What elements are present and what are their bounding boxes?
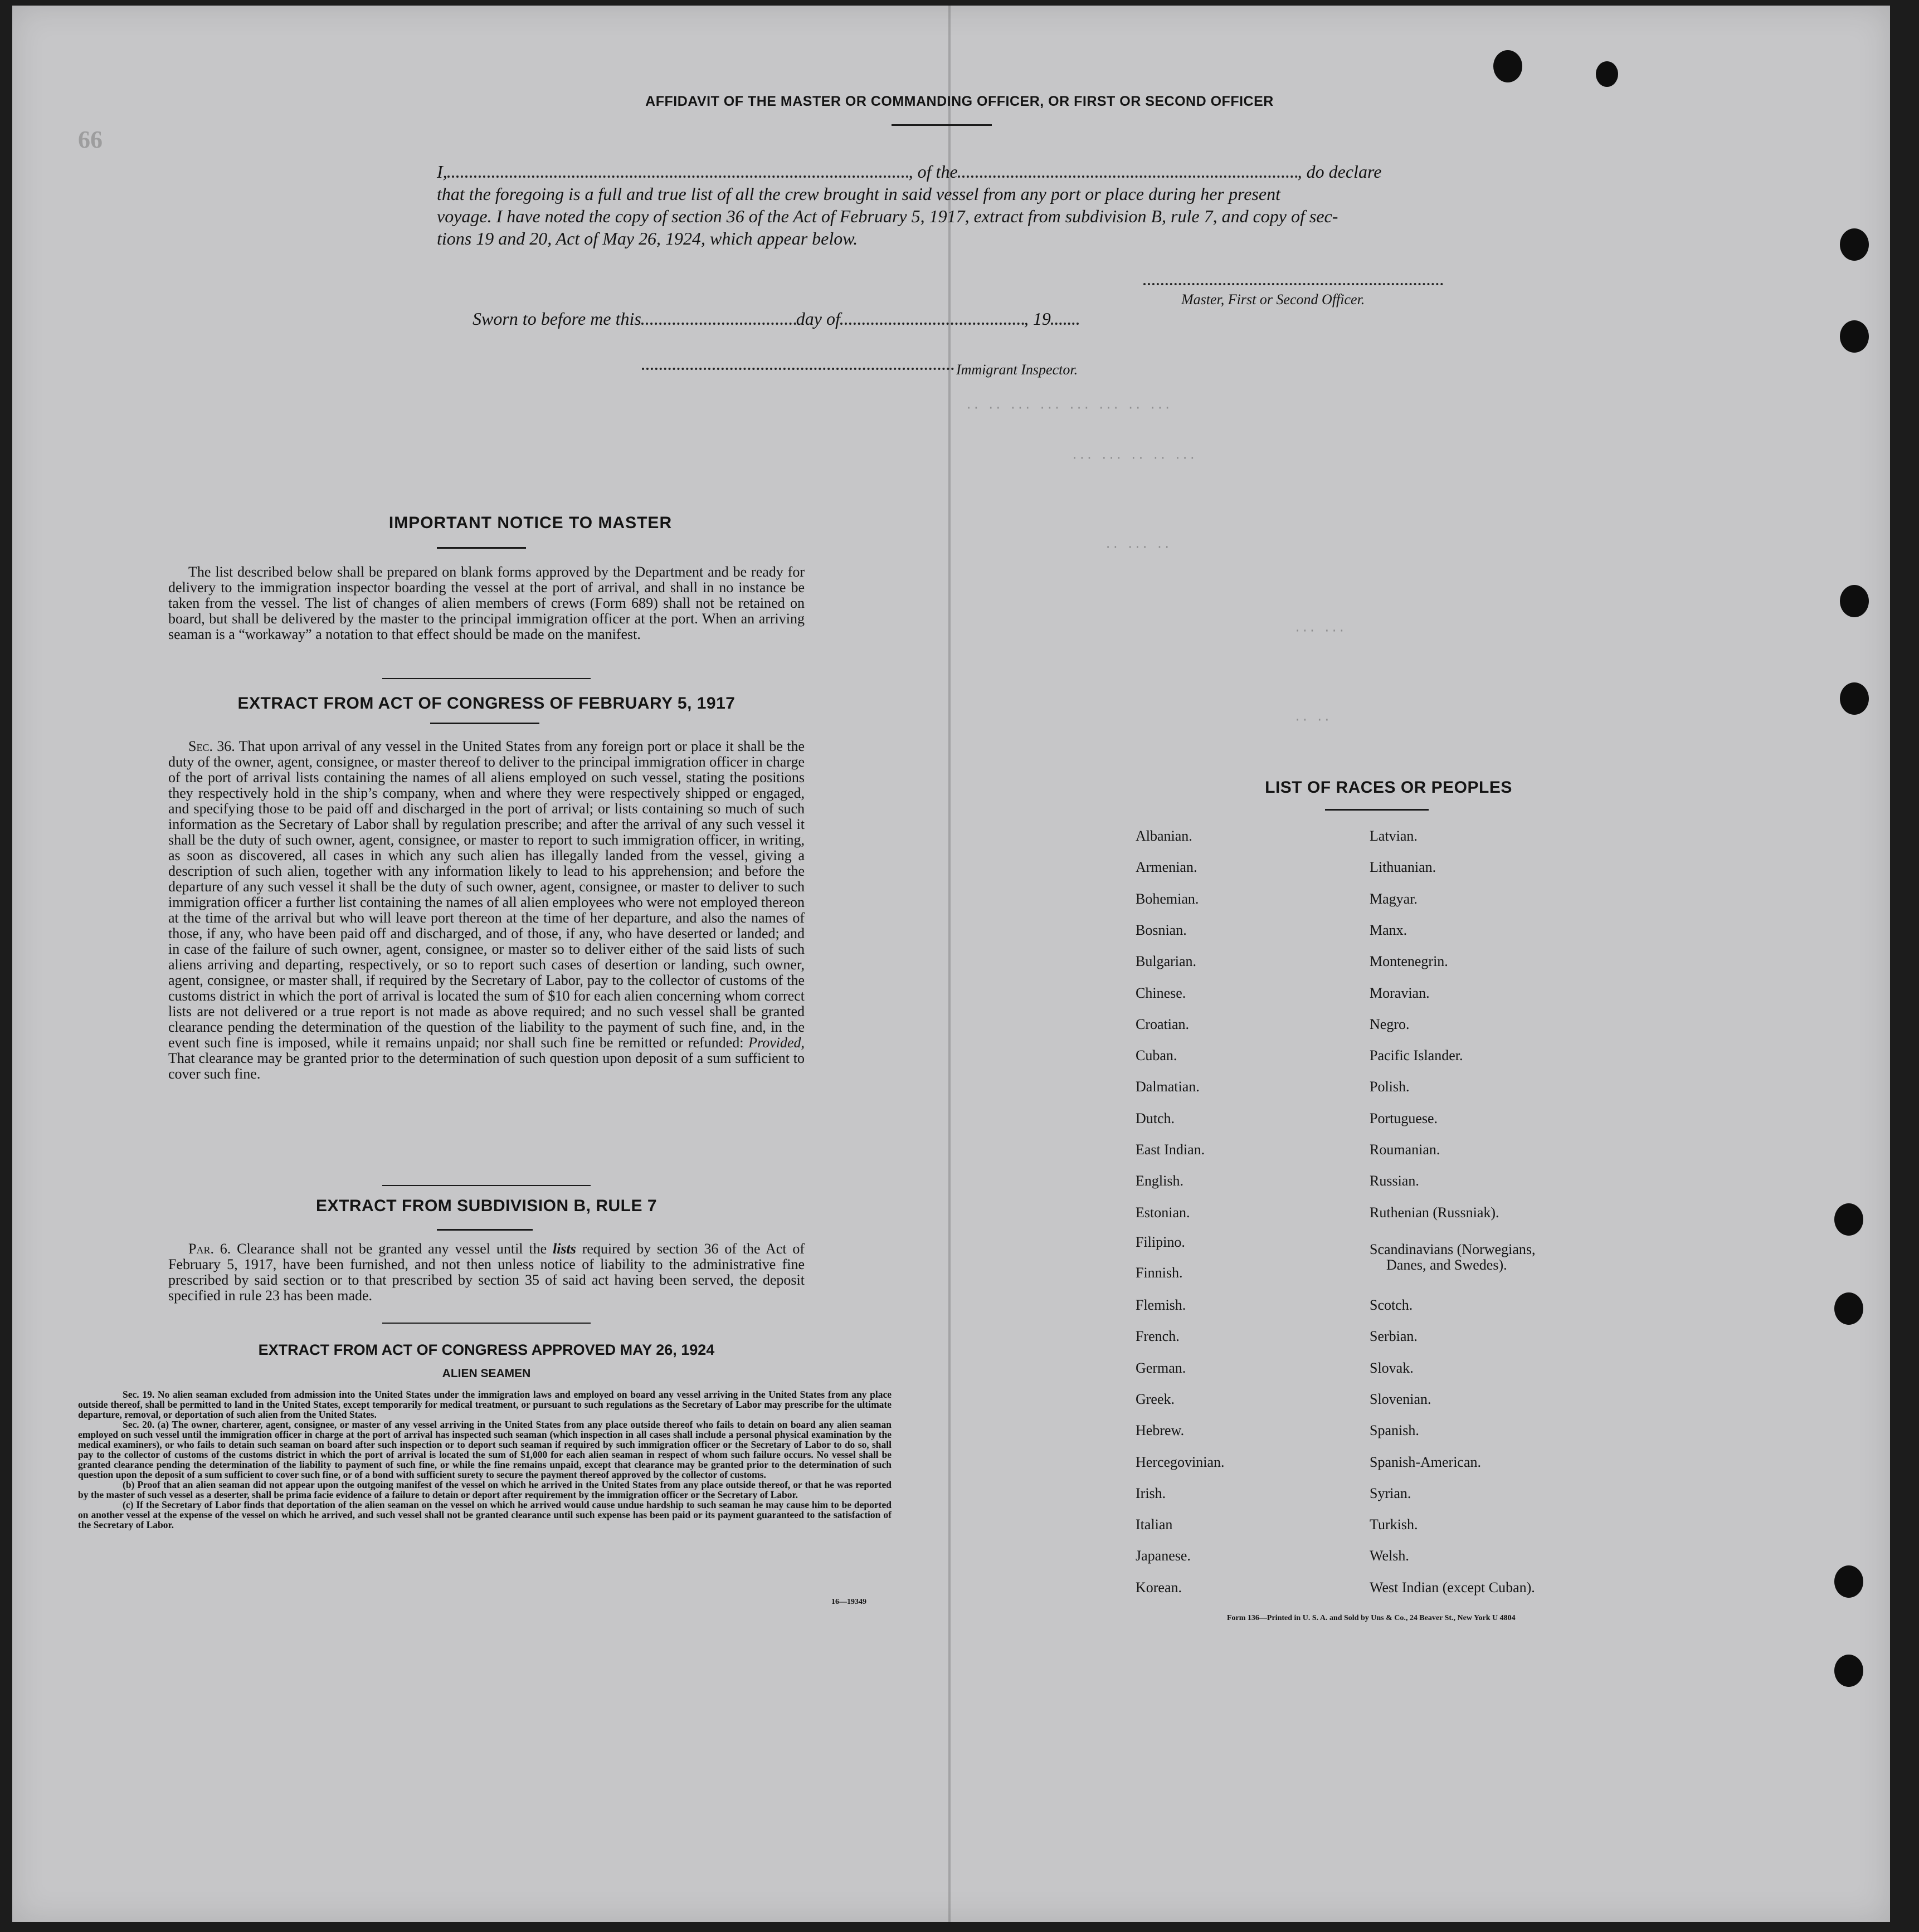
race-item: Croatian. <box>1136 1016 1190 1032</box>
race-item: Spanish. <box>1370 1422 1419 1439</box>
race-item: Filipino. <box>1136 1234 1185 1250</box>
race-item: East Indian. <box>1136 1141 1205 1158</box>
fold-line <box>948 6 951 1922</box>
race-item: Bohemian. <box>1136 890 1199 907</box>
affidavit-line2: that the foregoing is a full and true list of all the crew brought in said vessel from any port or place during her present <box>437 184 1280 204</box>
sworn-line <box>473 308 1079 330</box>
sec-20c-text: (c) If the Secretary of Labor finds that deportation of the alien seaman on the vessel on which he arrived would cause undue hardship to such seaman he may cause him to be deported on another vessel at the expense of the vessel on which he arrived, and such vessel shall not be granted clearance until such expense has been paid or its payment guaranteed to the satisfaction of the Secretary of Labor. <box>78 1499 892 1530</box>
affidavit-line4: tions 19 and 20, Act of May 26, 1924, which appear below. <box>437 228 858 248</box>
affidavit-title: AFFIDAVIT OF THE MASTER OR COMMANDING OFFICER, OR FIRST OR SECOND OFFICER <box>645 94 1274 109</box>
punch-hole <box>1834 1292 1863 1325</box>
punch-hole <box>1834 1203 1863 1236</box>
bleed-through-mark: ·· ··· ·· <box>1104 540 1171 554</box>
day-blank <box>641 317 796 325</box>
race-item: Greek. <box>1136 1391 1175 1407</box>
races-title: LIST OF RACES OR PEOPLES <box>1265 778 1512 797</box>
race-item: Dalmatian. <box>1136 1079 1200 1095</box>
race-item: Welsh. <box>1370 1548 1409 1564</box>
race-item: Montenegrin. <box>1370 953 1448 970</box>
extract-1917-title: EXTRACT FROM ACT OF CONGRESS OF FEBRUARY 5, 1917 <box>237 694 736 713</box>
race-item: Irish. <box>1136 1485 1166 1501</box>
vessel-blank <box>958 170 1298 178</box>
extract-1924-text <box>78 1389 892 1530</box>
margin-mark: 66 <box>78 126 103 153</box>
day-of-label: day of <box>796 309 840 329</box>
year-blank <box>1051 317 1079 325</box>
bleed-through-mark: ··· ··· ·· ·· ··· <box>1071 451 1196 465</box>
name-blank <box>447 170 909 178</box>
bleed-through-mark: ··· ··· <box>1294 624 1346 638</box>
bleed-through-mark: ·· ·· ··· ··· ··· ··· ·· ··· <box>965 401 1171 415</box>
extract-1917-rule <box>430 723 539 724</box>
section-rule <box>382 1185 591 1186</box>
affidavit-body <box>437 160 1475 250</box>
race-item: Japanese. <box>1136 1548 1191 1564</box>
race-item: French. <box>1136 1328 1180 1345</box>
race-item: Armenian. <box>1136 859 1197 876</box>
race-item: Magyar. <box>1370 890 1418 907</box>
race-item: Scotch. <box>1370 1297 1413 1313</box>
rule7-text <box>168 1241 805 1304</box>
race-item: Albanian. <box>1136 828 1192 844</box>
race-item: Dutch. <box>1136 1110 1175 1126</box>
sec-20a-text: Sec. 20. (a) The owner, charterer, agent, consignee, or master of any vessel arriving in the United States from any place outside thereof who fails to detain on board any alien seaman employed on such vessel until the immigration officer in charge at the port of arrival has inspected such seaman (which inspection in all cases shall include a personal physical examination by the medical examiners), or who fails to detain such seaman on board after such inspection or to deport such seaman if required by such immigration officer or the Secretary of Labor to do so, shall pay to the collector of customs of the customs district in which the port of arrival is located the sum of $1,000 for each alien seaman in respect of whom such failure occurs. No vessel shall be granted clearance pending the determination of the liability to payment of such fine, or while the fine remains unpaid, except that clearance may be granted prior to the determination of such question upon the deposit of a sum sufficient to cover such fine, or of a bond with sufficient surety to secure the payment thereof approved by the collector of customs. <box>78 1419 892 1480</box>
race-item: Portuguese. <box>1370 1110 1438 1126</box>
par-6-body-b: required by section 36 of the Act of February 5, 1917, have been furnished, and not then unless notice of liability to the administrative fine prescribed by said section or to that prescribed by section 35 of said act having been served, the deposit specified in rule 23 has been made. <box>168 1241 805 1304</box>
race-item: Roumanian. <box>1370 1141 1440 1158</box>
race-item: Bosnian. <box>1136 921 1187 938</box>
master-caption: Master, First or Second Officer. <box>1181 291 1365 308</box>
punch-hole <box>1840 228 1869 261</box>
race-item: Negro. <box>1370 1016 1410 1032</box>
lists-word: lists <box>552 1241 576 1257</box>
punch-hole <box>1596 61 1618 87</box>
race-item: West Indian (except Cuban). <box>1370 1579 1535 1596</box>
rule7-rule <box>437 1229 533 1231</box>
punch-hole <box>1834 1655 1863 1687</box>
race-item: Hercegovinian. <box>1136 1453 1225 1470</box>
race-item: Syrian. <box>1370 1485 1411 1501</box>
year-label: , 19 <box>1024 309 1051 329</box>
race-item: Moravian. <box>1370 984 1430 1001</box>
races-rule <box>1325 809 1429 811</box>
month-blank <box>840 317 1024 325</box>
affidavit-line3: voyage. I have noted the copy of section 36 of the Act of February 5, 1917, extract from subdivision B, rule 7, and copy of sec- <box>437 206 1338 226</box>
extract-1917-text <box>168 739 805 1082</box>
affidavit-declare: , do declare <box>1297 162 1382 182</box>
punch-hole <box>1834 1565 1863 1598</box>
race-item: Scandinavians (Norwegians, <box>1370 1241 1536 1257</box>
sec-36-label: Sec. 36. <box>188 738 235 754</box>
race-item: Ruthenian (Russniak). <box>1370 1204 1499 1221</box>
race-item: Slovak. <box>1370 1359 1414 1376</box>
race-item: Cuban. <box>1136 1047 1177 1064</box>
race-item: Finnish. <box>1136 1265 1183 1281</box>
race-item: Russian. <box>1370 1173 1419 1189</box>
race-item: Polish. <box>1370 1079 1410 1095</box>
form-note: Form 136—Printed in U. S. A. and Sold by Uns & Co., 24 Beaver St., New York U 4804 <box>1227 1614 1516 1622</box>
race-item: Korean. <box>1136 1579 1182 1596</box>
race-item: Serbian. <box>1370 1328 1418 1345</box>
race-item: German. <box>1136 1359 1186 1376</box>
section-rule <box>382 678 591 679</box>
race-item: Slovenian. <box>1370 1391 1431 1407</box>
bleed-through-mark: ·· ·· <box>1294 713 1331 727</box>
notice-rule <box>437 547 526 549</box>
race-item: Spanish-American. <box>1370 1453 1482 1470</box>
race-item: Manx. <box>1370 921 1407 938</box>
race-item: Italian <box>1136 1516 1173 1533</box>
notice-title: IMPORTANT NOTICE TO MASTER <box>388 514 673 532</box>
sec-19-text: Sec. 19. No alien seaman excluded from admission into the United States under the immigration laws and employed on board any vessel arriving in the United States from any place outside thereof, shall be permitted to land in the United States, except temporarily for medical treatment, or pursuant to such regulations as the Secretary of Labor may prescribe for the ultimate departure, removal, or deportation of such alien from the United States. <box>78 1389 892 1420</box>
punch-hole <box>1840 682 1869 715</box>
document-page <box>12 6 1890 1922</box>
punch-hole <box>1840 320 1869 353</box>
inspector-caption: Immigrant Inspector. <box>956 362 1078 378</box>
punch-hole <box>1840 585 1869 617</box>
par-6-body-a: Clearance shall not be granted any vessel until the <box>237 1241 547 1257</box>
alien-seamen-subtitle: ALIEN SEAMEN <box>442 1367 531 1380</box>
race-item: Estonian. <box>1136 1204 1190 1221</box>
provided-label: Provided, <box>748 1035 805 1051</box>
race-item: Flemish. <box>1136 1297 1186 1313</box>
race-item: Danes, and Swedes). <box>1386 1257 1507 1273</box>
race-item: Latvian. <box>1370 828 1418 844</box>
sworn-label: Sworn to before me this <box>473 309 641 329</box>
notice-text: The list described below shall be prepared on blank forms approved by the Department and be ready for delivery to the immigration inspector boarding the vessel at the port of arrival, and shall in no instance be taken from the vessel. The list of changes of alien members of crews (Form 689) shall not be retained on board, but shall be delivered by the master to the principal immigration officer at the port. When an arriving seaman is a “workaway” a notation to that effect should be made on the manifest. <box>168 564 805 642</box>
rule7-title: EXTRACT FROM SUBDIVISION B, RULE 7 <box>315 1197 657 1215</box>
race-item: Lithuanian. <box>1370 859 1436 876</box>
print-code: 16—19349 <box>831 1598 866 1606</box>
race-item: Hebrew. <box>1136 1422 1185 1439</box>
affidavit-i: I, <box>437 162 447 182</box>
title-rule <box>892 124 992 126</box>
race-item: Turkish. <box>1370 1516 1418 1533</box>
affidavit-of-the: , of the <box>908 162 958 182</box>
race-item: Pacific Islander. <box>1370 1047 1463 1064</box>
race-item: English. <box>1136 1173 1183 1189</box>
sec-20b-text: (b) Proof that an alien seaman did not appear upon the outgoing manifest of the vessel on which he arrived in the United States from any place outside thereof, or that he was reported by the master of such vessel as a deserter, shall be prima facie evidence of a failure to detain or deport after requirement by the immigration officer or the Secretary of Labor. <box>78 1479 892 1500</box>
race-item: Chinese. <box>1136 984 1186 1001</box>
par-6-label: Par. 6. <box>188 1241 231 1257</box>
extract-1924-title: EXTRACT FROM ACT OF CONGRESS APPROVED MAY 26, 1924 <box>258 1341 715 1358</box>
punch-hole <box>1493 50 1522 82</box>
section-rule <box>382 1323 591 1324</box>
sec-36-end: That clearance may be granted prior to the determination of such question upon deposit of a sum sufficient to cover such fine. <box>168 1050 805 1082</box>
master-signature-line <box>1143 283 1443 285</box>
sec-36-body: That upon arrival of any vessel in the United States from any foreign port or place it shall be the duty of the owner, agent, consignee, or master thereof to deliver to the principal immigration officer in charge of the port of arrival lists containing the names of all aliens employed on such vessel, stating the positions they respectively hold in the ship’s company, when and where they were respectively shipped or engaged, and specifying those to be paid off and discharged in the port of arrival; or lists containing so much of such information as the Secretary of Labor shall by regulation prescribe; and after the arrival of any such vessel it shall be the duty of such owner, agent, consignee, or master to report to such immigration officer, in writing, as soon as discovered, all cases in which any such alien has illegally landed from the vessel, giving a description of such alien, together with any information likely to lead to his apprehension; and before the departure of any such vessel it shall be the duty of such owner, agent, consignee, or master to deliver to such immigration officer a further list containing the names of all alien employees who were not employed thereon at the time of the arrival but who will leave port thereon at the time of her departure, and also the names of those, if any, who have been paid off and discharged, and of those, if any, who have deserted or landed; and in case of the failure of such owner, agent, consignee, or master so to deliver either of the said lists of such aliens arriving and departing, respectively, or so to report such cases of desertion or landing, such owner, agent, consignee, or master shall, if required by the Secretary of Labor, pay to the collector of customs of the customs district in which the port of arrival is located the sum of $10 for each alien concerning whom correct lists are not delivered or a true report is not made as above required; and no such vessel shall be granted clearance pending the determination of the question of the liability to the payment of such fine, and, in the event such fine is imposed, while it remains unpaid; nor shall such fine be remitted or refunded: <box>168 738 805 1051</box>
inspector-line <box>642 368 954 370</box>
race-item: Bulgarian. <box>1136 953 1197 970</box>
